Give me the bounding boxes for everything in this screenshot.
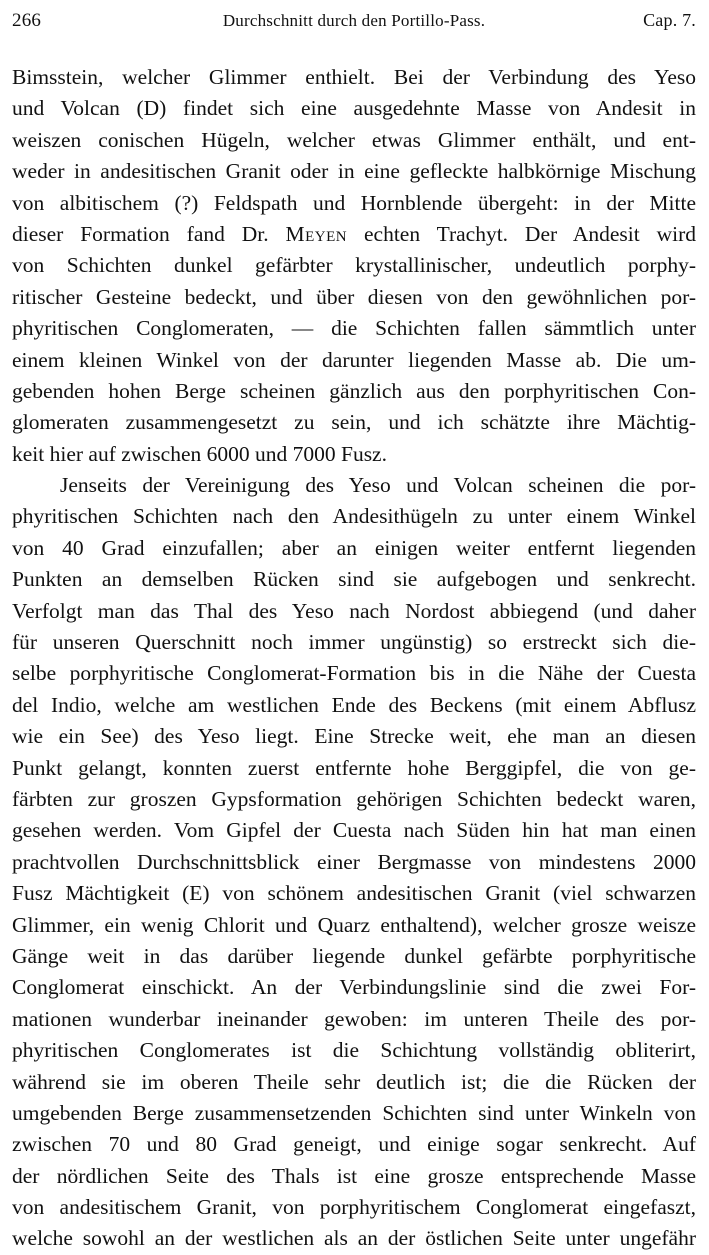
- text-line: Gänge weit in das darüber liegende dunkel gefärbte porphyritische: [12, 943, 696, 968]
- page-body: [12, 62, 696, 1255]
- text-line: für unseren Querschnitt noch immer ungünstig) so erstreckt sich die-: [12, 630, 696, 655]
- book-page: [12, 10, 696, 1255]
- running-title: Durchschnitt durch den Portillo-Pass.: [222, 11, 486, 30]
- text-line: keit hier auf zwischen 6000 und 7000 Fusz.: [12, 441, 387, 466]
- text-line: welche sowohl an der westlichen als an der östlichen Seite unter ungefähr: [12, 1226, 696, 1251]
- text-line: während sie im oberen Theile sehr deutlich ist; die die Rücken der: [12, 1069, 696, 1094]
- text-line: del Indio, welche am westlichen Ende des Beckens (mit einem Abflusz: [12, 692, 696, 717]
- text-line: mationen wunderbar ineinander gewoben: im unteren Theile des por-: [12, 1006, 696, 1031]
- text-line: und Volcan (D) findet sich eine ausgedehnte Masse von Andesit in: [12, 96, 696, 121]
- text-line: zwischen 70 und 80 Grad geneigt, und einige sogar senkrecht. Auf: [12, 1132, 696, 1157]
- text-segment: dieser Formation fand Dr.: [12, 221, 286, 246]
- text-line: von 40 Grad einzufallen; aber an einigen weiter entfernt liegenden: [12, 535, 696, 560]
- text-line: gebenden hohen Berge scheinen gänzlich aus den porphyritischen Con-: [12, 378, 696, 403]
- author-name: Meyen: [285, 221, 348, 246]
- text-line: Punkt gelangt, konnten zuerst entfernte hohe Berggipfel, die von ge-: [12, 755, 696, 780]
- text-line: von andesitischem Granit, von porphyritischem Conglomerat eingefaszt,: [12, 1195, 696, 1220]
- text-line: von albitischem (?) Feldspath und Hornblende übergeht: in der Mitte: [12, 190, 696, 215]
- text-line: von Schichten dunkel gefärbter krystallinischer, undeutlich porphy-: [12, 253, 696, 278]
- text-line: Glimmer, ein wenig Chlorit und Quarz enthaltend), welcher grosze weisze: [12, 912, 696, 937]
- text-line: Fusz Mächtigkeit (E) von schönem andesitischen Granit (viel schwarzen: [12, 881, 696, 906]
- chapter-label: Cap. 7.: [643, 10, 696, 30]
- text-line: gesehen werden. Vom Gipfel der Cuesta nach Süden hin hat man einen: [12, 818, 696, 843]
- text-segment: echten Trachyt. Der Andesit wird: [347, 221, 696, 246]
- paragraph-2: [12, 470, 696, 1255]
- text-line: der nördlichen Seite des Thals ist eine grosze entsprechende Masse: [12, 1163, 696, 1188]
- text-line: ritischer Gesteine bedeckt, und über diesen von den gewöhnlichen por-: [12, 284, 696, 309]
- text-line: phyritischen Conglomerates ist die Schichtung vollständig obliterirt,: [12, 1038, 696, 1063]
- page-number: 266: [12, 10, 42, 31]
- text-line: phyritischen Conglomeraten, — die Schichten fallen sämmtlich unter: [12, 316, 696, 341]
- text-line: phyritischen Schichten nach den Andesithügeln zu unter einem Winkel: [12, 504, 696, 529]
- text-line: prachtvollen Durchschnittsblick einer Bergmasse von mindestens 2000: [12, 849, 696, 874]
- text-line: Punkten an demselben Rücken sind sie aufgebogen und senkrecht.: [12, 567, 696, 592]
- text-line: umgebenden Berge zusammensetzenden Schichten sind unter Winkeln von: [12, 1100, 696, 1125]
- text-line: Jenseits der Vereinigung des Yeso und Volcan scheinen die por-: [60, 473, 696, 498]
- text-line: weder in andesitischen Granit oder in eine gefleckte halbkörnige Mischung: [12, 159, 696, 184]
- text-line: wie ein See) des Yeso liegt. Eine Strecke weit, ehe man an diesen: [12, 724, 696, 749]
- text-line: färbten zur groszen Gypsformation gehörigen Schichten bedeckt waren,: [12, 786, 696, 811]
- text-line: Verfolgt man das Thal des Yeso nach Nordost abbiegend (und daher: [12, 598, 696, 623]
- text-line: glomeraten zusammengesetzt zu sein, und ich schätzte ihre Mächtig-: [12, 410, 696, 435]
- paragraph-1: [12, 62, 696, 470]
- running-header: [12, 10, 696, 50]
- text-line: selbe porphyritische Conglomerat-Formation bis in die Nähe der Cuesta: [12, 661, 696, 686]
- text-line: [12, 219, 696, 250]
- text-line: Bimsstein, welcher Glimmer enthielt. Bei der Verbindung des Yeso: [12, 65, 696, 89]
- text-line: einem kleinen Winkel von der darunter liegenden Masse ab. Die um-: [12, 347, 696, 372]
- text-line: weiszen conischen Hügeln, welcher etwas Glimmer enthält, und ent-: [12, 127, 696, 152]
- text-line: Conglomerat einschickt. An der Verbindungslinie sind die zwei For-: [12, 975, 696, 1000]
